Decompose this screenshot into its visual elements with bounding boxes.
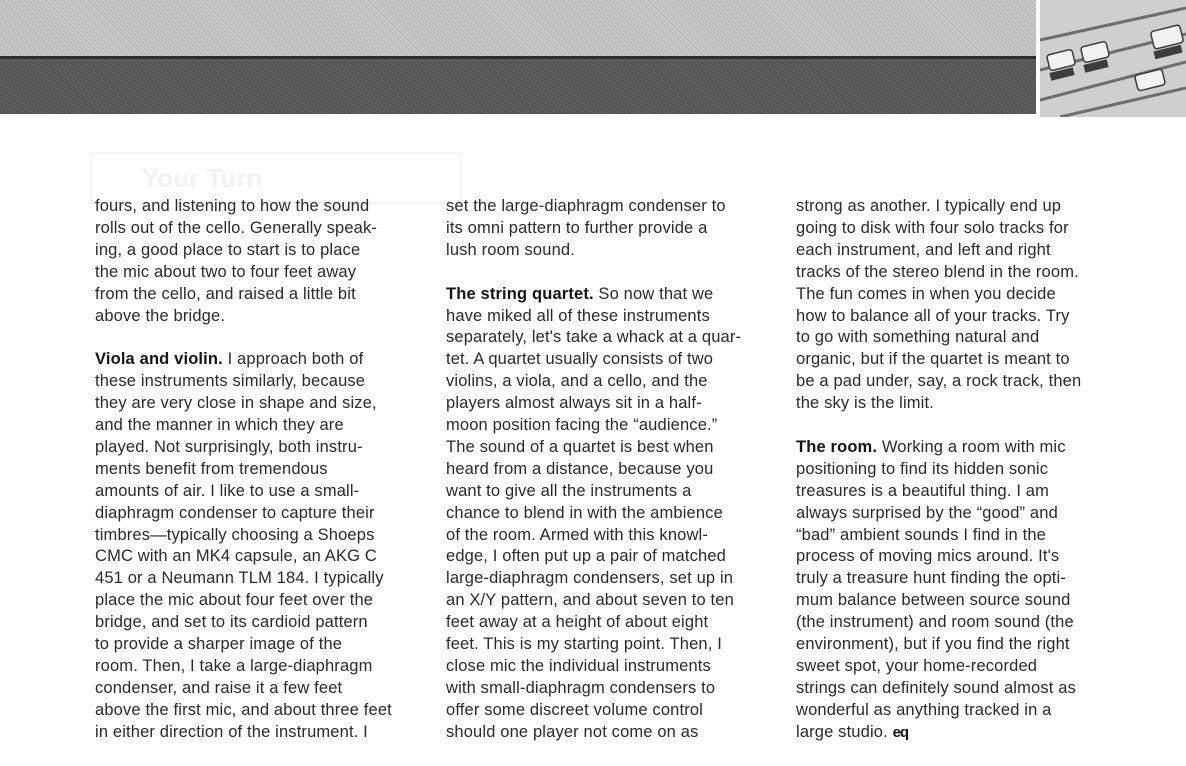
text-line: sweet spot, your home-recorded [796,657,1038,676]
text-column-3 [796,196,1126,766]
text-line: moon position facing the “audience.” [446,416,718,435]
mixing-console-photo [1040,0,1186,117]
text-line: played. Not surprisingly, both instru- [95,437,363,456]
text-line: organic, but if the quartet is meant to [796,350,1070,369]
text-line-rest: So now that we [593,284,714,303]
text-line: these instruments similarly, because [95,372,366,391]
text-line: they are very close in shape and size, [95,394,377,413]
text-line: truly a treasure hunt finding the opti- [796,569,1067,588]
text-line: heard from a distance, because you [446,459,714,478]
text-line: above the first mic, and about three feet [95,700,392,719]
text-line: from the cello, and raised a little bit [95,284,356,303]
mixing-console-image [1040,0,1186,117]
text-line: should one player not come on as [446,722,699,741]
paragraph [796,437,1126,744]
paragraph [446,196,776,262]
header-band-top [0,0,1036,57]
text-line: diaphragm condenser to capture their [95,503,375,522]
text-line: environment), but if you find the right [796,635,1070,654]
text-line [446,284,776,306]
text-line: to provide a sharper image of the [95,635,343,654]
text-line: amounts of air. I like to use a small- [95,481,360,500]
text-line: set the large-diaphragm condenser to [446,197,726,215]
text-line: strings can definitely sound almost as [796,678,1076,697]
eq-end-mark: eq [892,723,909,741]
text-line: have miked all of these instruments [446,306,710,325]
text-line: (the instrument) and room sound (the [796,613,1074,632]
text-line: and the manner in which they are [95,416,344,435]
show-through-ghost: Your Turn [90,152,462,204]
text-line-rest: Working a room with mic [877,437,1066,456]
text-line: chance to blend in with the ambience [446,503,723,522]
text-line: want to give all the instruments a [446,481,692,500]
header-band-dark [0,57,1036,114]
text-line: tracks of the stereo blend in the room. [796,262,1079,281]
text-line: wonderful as anything tracked in a [796,700,1052,719]
text-line: above the bridge. [95,306,226,325]
text-line [796,722,1126,744]
text-line: always surprised by the “good” and [796,503,1058,522]
section-heading: The string quartet. [446,284,594,303]
text-line: strong as another. I typically end up [796,197,1062,215]
paragraph [95,196,425,327]
text-line: going to disk with four solo tracks for [796,218,1069,237]
text-line: place the mic about four feet over the [95,591,374,610]
text-column-1 [95,196,425,766]
paragraph [95,349,425,743]
text-line: condenser, and raise it a few feet [95,678,343,697]
header-divider [0,56,1036,59]
text-line: mum balance between source sound [796,591,1071,610]
text-line: lush room sound. [446,240,575,259]
text-line: close mic the individual instruments [446,657,711,676]
text-line: players almost always sit in a half- [446,394,702,413]
text-line: each instrument, and left and right [796,240,1051,259]
text-line-last: large studio. [796,722,893,741]
text-line: how to balance all of your tracks. Try [796,306,1070,325]
paragraph [796,196,1126,415]
text-line: fours, and listening to how the sound [95,197,370,215]
text-line: treasures is a beautiful thing. I am [796,481,1050,500]
text-line: “bad” ambient sounds I find in the [796,525,1046,544]
text-line: feet. This is my starting point. Then, I [446,635,722,654]
text-line: to go with something natural and [796,328,1040,347]
text-line: large-diaphragm condensers, set up in [446,569,734,588]
text-line: in either direction of the instrument. I [95,722,368,741]
text-line: the mic about two to four feet away [95,262,357,281]
text-line: its omni pattern to further provide a [446,218,708,237]
text-line: be a pad under, say, a rock track, then [796,372,1082,391]
text-line: violins, a viola, and a cello, and the [446,372,708,391]
text-line: an X/Y pattern, and about seven to ten [446,591,734,610]
text-line: of the room. Armed with this knowl- [446,525,709,544]
text-line: ing, a good place to start is to place [95,240,361,259]
text-line: CMC with an MK4 capsule, an AKG C [95,547,377,566]
text-line: The fun comes in when you decide [796,284,1056,303]
text-line: separately, let's take a whack at a quar- [446,328,742,347]
text-line: offer some discreet volume control [446,700,703,719]
text-column-2 [446,196,776,766]
text-line-rest: I approach both of [222,350,364,369]
text-line: the sky is the limit. [796,394,934,413]
text-line: edge, I often put up a pair of matched [446,547,726,566]
text-line: bridge, and set to its cardioid pattern [95,613,368,632]
text-line: timbres—typically choosing a Shoeps [95,525,375,544]
text-line: room. Then, I take a large-diaphragm [95,657,373,676]
section-heading: The room. [796,437,878,456]
paragraph [446,284,776,744]
section-heading: Viola and violin. [95,350,223,369]
text-line [95,349,425,371]
text-line: tet. A quartet usually consists of two [446,350,714,369]
text-line: ments benefit from tremendous [95,459,328,478]
text-line: process of moving mics around. It's [796,547,1060,566]
text-line: positioning to find its hidden sonic [796,459,1049,478]
text-line: feet away at a height of about eight [446,613,709,632]
text-line: with small-diaphragm condensers to [446,678,716,697]
text-line [796,437,1126,459]
text-line: 451 or a Neumann TLM 184. I typically [95,569,384,588]
text-line: The sound of a quartet is best when [446,437,714,456]
text-line: rolls out of the cello. Generally speak- [95,218,378,237]
